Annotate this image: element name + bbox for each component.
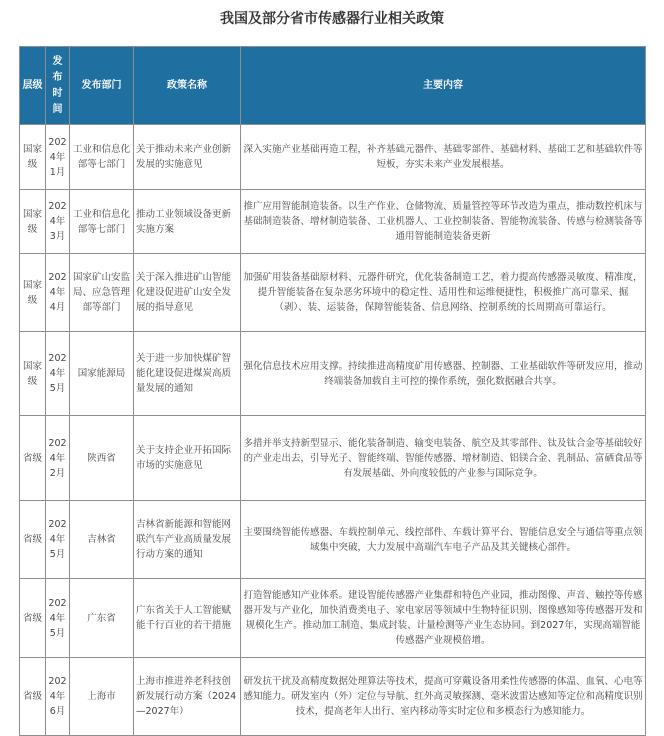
cell-level: 省级: [20, 658, 46, 736]
table-row: [20, 332, 646, 416]
page-title: 我国及部分省市传感器行业相关政策: [220, 11, 444, 27]
cell-content: 推广应用智能制造装备。以生产作业、仓储物流、质量管控等环节改造为重点，推动数控机床与基础制造装备、增材制造装备、工业机器人、工业控制装备、智能物流装备、传感与检测装备等通用智能制造装备更新: [241, 190, 646, 254]
cell-policy-name: 广东省关于人工智能赋能千行百业的若干措施: [134, 579, 241, 658]
cell-policy-name: 关于深入推进矿山智能化建设促进矿山安全发展的指导意见: [134, 254, 241, 332]
cell-policy-name: 上海市推进养老科技创新发展行动方案（2024—2027年）: [134, 658, 241, 736]
cell-dept: 上海市: [70, 658, 134, 736]
cell-date: 2024年4月: [46, 254, 70, 332]
cell-policy-name: 吉林省新能源和智能网联汽车产业高质量发展行动方案的通知: [134, 501, 241, 579]
cell-policy-name: 关于支持企业开拓国际市场的实施意见: [134, 416, 241, 501]
cell-dept: 国家能源局: [70, 332, 134, 416]
cell-level: 省级: [20, 579, 46, 658]
cell-content: 打造智能感知产业体系。建设智能传感器产业集群和特色产业园，推动图像、声音、触控等传感器开发与产业化，加快消费类电子、家电家居等领域中生物特征识别、图像感知等传感器开发和规模化生产。推动加工制造、集成封装、计量检测等产业生态协同。到2027年，实现高端智能传感器产业规模倍增。: [241, 579, 646, 658]
cell-level: 省级: [20, 416, 46, 501]
cell-level: 国家级: [20, 332, 46, 416]
cell-content: 多措并举支持新型显示、能化装备制造、输变电装备、航空及其零部件、钛及钛合金等基础较好的产业走出去，引导光子、智能终端、智能传感器、增材制造、铝镁合金、乳制品、富硒食品等有发展基础、外向度较低的产业参与国际竞争。: [241, 416, 646, 501]
cell-policy-name: 关于推动未来产业创新发展的实施意见: [134, 125, 241, 190]
cell-date: 2024年5月: [46, 501, 70, 579]
cell-level: 国家级: [20, 254, 46, 332]
cell-content: 研发抗干扰及高精度数据处理算法等技术，提高可穿戴设备用柔性传感器的体温、血氧、心电等感知能力。研发室内（外）定位与导航、红外高灵敏探测、毫米波雷达感知等定位和高精度识别技术，提高老年人出行、室内移动等实时定位和多模态行为感知能力。: [241, 658, 646, 736]
header-name: 政策名称: [134, 47, 241, 125]
cell-date: 2024年6月: [46, 658, 70, 736]
header-content: 主要内容: [241, 47, 646, 125]
cell-content: 强化信息技术应用支撑。持续推进高精度矿用传感器、控制器、工业基础软件等研发应用，推动终端装备加载自主可控的操作系统，强化数据融合共享。: [241, 332, 646, 416]
table-row: [20, 416, 646, 501]
policy-table: [19, 46, 646, 736]
table-row: [20, 658, 646, 736]
cell-dept: 工业和信息化部等七部门: [70, 125, 134, 190]
cell-date: 2024年1月: [46, 125, 70, 190]
cell-level: 国家级: [20, 190, 46, 254]
cell-date: 2024年2月: [46, 416, 70, 501]
header-level: 层级: [20, 47, 46, 125]
table-row: [20, 125, 646, 190]
cell-content: 加强矿用装备基础原材料、元器件研究，优化装备制造工艺，着力提高传感器灵敏度、精准度，提升智能装备在复杂恶劣环境中的稳定性、适用性和运维便捷性，积极推广高可靠采、掘（剥）、装、运装备，保障智能装备、信息网络、控制系统的长周期高可靠运行。: [241, 254, 646, 332]
cell-date: 2024年5月: [46, 332, 70, 416]
cell-date: 2024年5月: [46, 579, 70, 658]
cell-policy-name: 推动工业领域设备更新实施方案: [134, 190, 241, 254]
table-header-row: [20, 47, 646, 125]
table-row: [20, 254, 646, 332]
cell-date: 2024年3月: [46, 190, 70, 254]
cell-dept: 陕西省: [70, 416, 134, 501]
cell-level: 省级: [20, 501, 46, 579]
cell-dept: 广东省: [70, 579, 134, 658]
header-date: 发布时间: [46, 47, 70, 125]
table-row: [20, 190, 646, 254]
cell-content: 深入实施产业基础再造工程，补齐基础元器件、基础零部件、基础材料、基础工艺和基础软件等短板，夯实未来产业发展根基。: [241, 125, 646, 190]
table-row: [20, 579, 646, 658]
header-dept: 发布部门: [70, 47, 134, 125]
table-row: [20, 501, 646, 579]
cell-dept: 国家矿山安监局、应急管理部等部门: [70, 254, 134, 332]
cell-dept: 吉林省: [70, 501, 134, 579]
cell-policy-name: 关于进一步加快煤矿智能化建设促进煤炭高质量发展的通知: [134, 332, 241, 416]
cell-level: 国家级: [20, 125, 46, 190]
cell-dept: 工业和信息化部等七部门: [70, 190, 134, 254]
cell-content: 主要围绕智能传感器、车载控制单元、线控部件、车载计算平台、智能信息安全与通信等重点领域集中突破，大力发展中高端汽车电子产品及其关键核心部件。: [241, 501, 646, 579]
